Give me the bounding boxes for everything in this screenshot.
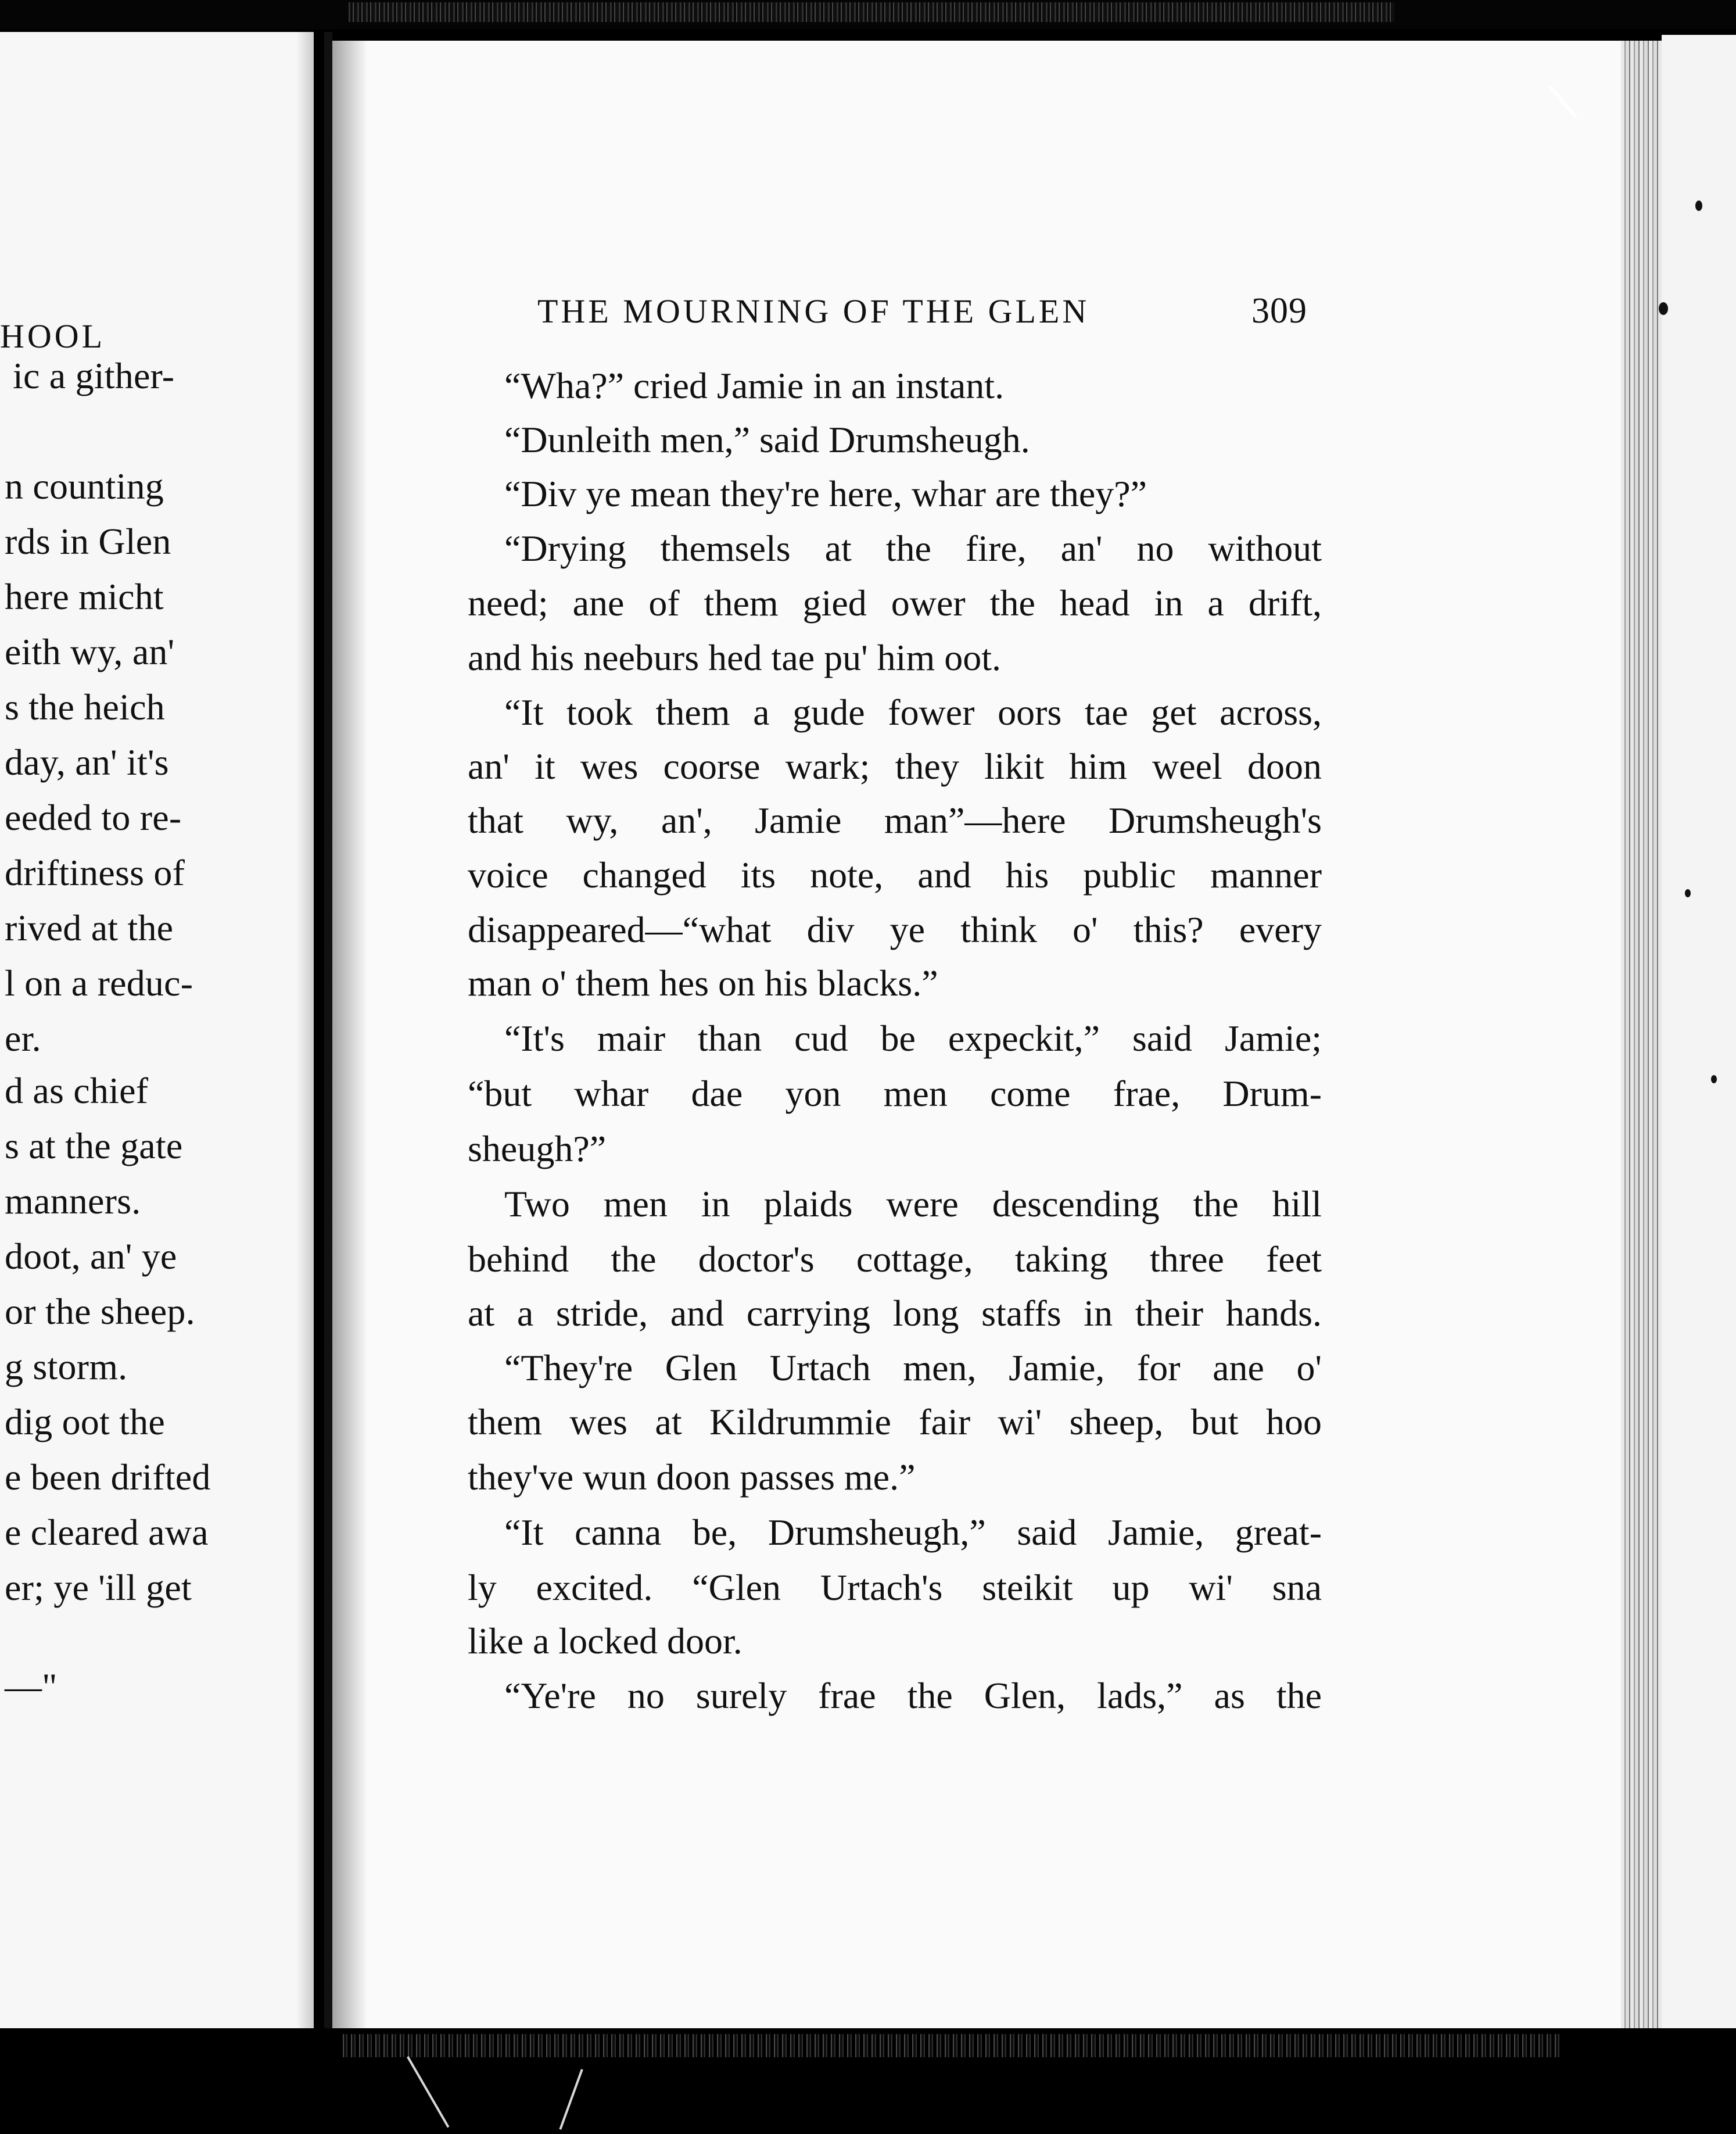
scan-top-border — [0, 0, 1736, 29]
left-text-line: dig oot the — [5, 1401, 165, 1442]
left-text-line: er; ye 'ill get — [5, 1567, 192, 1608]
left-text-line: or the sheep. — [5, 1291, 195, 1332]
right-text-line: voice changed its note, and his public manner — [468, 854, 1322, 896]
right-text-line: “but whar dae yon men come frae, Drum- — [468, 1073, 1322, 1114]
right-text-line: “Wha?” cried Jamie in an instant. — [504, 365, 1005, 406]
left-page — [0, 32, 315, 2083]
right-text-line: an' it wes coorse wark; they likit him weel doon — [468, 746, 1322, 787]
left-text-line: manners. — [5, 1180, 141, 1222]
right-text-line: “It canna be, Drumsheugh,” said Jamie, great- — [504, 1512, 1322, 1553]
scan-speck — [1685, 889, 1691, 897]
right-running-head — [537, 291, 1307, 332]
book-gutter — [314, 32, 324, 2083]
left-running-head: HOOL — [0, 317, 106, 355]
left-text-line: d as chief — [5, 1070, 149, 1111]
left-text-line: e been drifted — [5, 1456, 211, 1498]
running-head-title: THE MOURNING OF THE GLEN — [537, 292, 1090, 330]
right-text-line: “It took them a gude fower oors tae get across, — [504, 692, 1322, 733]
left-text-line: s at the gate — [5, 1125, 183, 1166]
right-text-line: “Drying themsels at the fire, an' no without — [504, 528, 1322, 569]
left-text-line: g storm. — [5, 1346, 128, 1387]
right-text-line: and his neeburs hed tae pu' him oot. — [468, 637, 1001, 678]
page-number: 309 — [1251, 291, 1307, 331]
scan-right-margin — [1662, 35, 1736, 2069]
scan-speck — [1695, 200, 1702, 211]
left-text-line: eith wy, an' — [5, 631, 175, 672]
left-text-line: eeded to re- — [5, 797, 182, 838]
left-text-line: driftiness of — [5, 852, 185, 893]
right-text-line: that wy, an', Jamie man”—here Drumsheugh's — [468, 800, 1322, 841]
scan-speck — [1711, 1075, 1717, 1083]
right-text-line: need; ane of them gied ower the head in a drift, — [468, 582, 1322, 624]
right-text-line: sheugh?” — [468, 1128, 607, 1169]
left-text-line: —" — [5, 1666, 58, 1707]
left-text-line: doot, an' ye — [5, 1236, 177, 1277]
right-text-line: “It's mair than cud be expeckit,” said Jamie; — [504, 1018, 1322, 1059]
right-text-line: like a locked door. — [468, 1620, 743, 1662]
left-text-line: s the heich — [5, 686, 165, 728]
right-text-line: “Div ye mean they're here, whar are they?” — [504, 473, 1147, 514]
scan-speck — [1659, 302, 1668, 315]
right-text-line: behind the doctor's cottage, taking three feet — [468, 1238, 1322, 1280]
left-text-line: rds in Glen — [5, 521, 171, 562]
left-text-line: rived at the — [5, 907, 174, 948]
right-text-line: ly excited. “Glen Urtach's steikit up wi' sna — [468, 1567, 1322, 1608]
right-text-line: Two men in plaids were descending the hill — [504, 1183, 1322, 1224]
scan-bottom-border — [0, 2028, 1736, 2134]
left-text-line: er. — [5, 1018, 41, 1059]
page-edges — [1621, 41, 1662, 2028]
right-text-line: “Dunleith men,” said Drumsheugh. — [504, 419, 1030, 460]
right-text-line: they've wun doon passes me.” — [468, 1456, 916, 1498]
right-text-line: “Ye're no surely frae the Glen, lads,” as the — [504, 1675, 1322, 1716]
right-text-line: “They're Glen Urtach men, Jamie, for ane o' — [504, 1347, 1322, 1388]
left-text-line: e cleared awa — [5, 1512, 209, 1553]
right-text-line: them wes at Kildrummie fair wi' sheep, but hoo — [468, 1401, 1322, 1442]
left-text-line: here micht — [5, 576, 164, 617]
book-spine-shadow — [324, 32, 332, 2078]
right-text-line: at a stride, and carrying long staffs in their hands. — [468, 1292, 1322, 1334]
left-text-line: l on a reduc- — [5, 962, 193, 1004]
left-text-line: ic a gither- — [13, 355, 175, 396]
left-text-line: n counting — [5, 466, 164, 507]
right-text-line: disappeared—“what div ye think o' this? every — [468, 909, 1322, 950]
right-text-line: man o' them hes on his blacks.” — [468, 962, 938, 1004]
left-text-line: day, an' it's — [5, 742, 169, 783]
